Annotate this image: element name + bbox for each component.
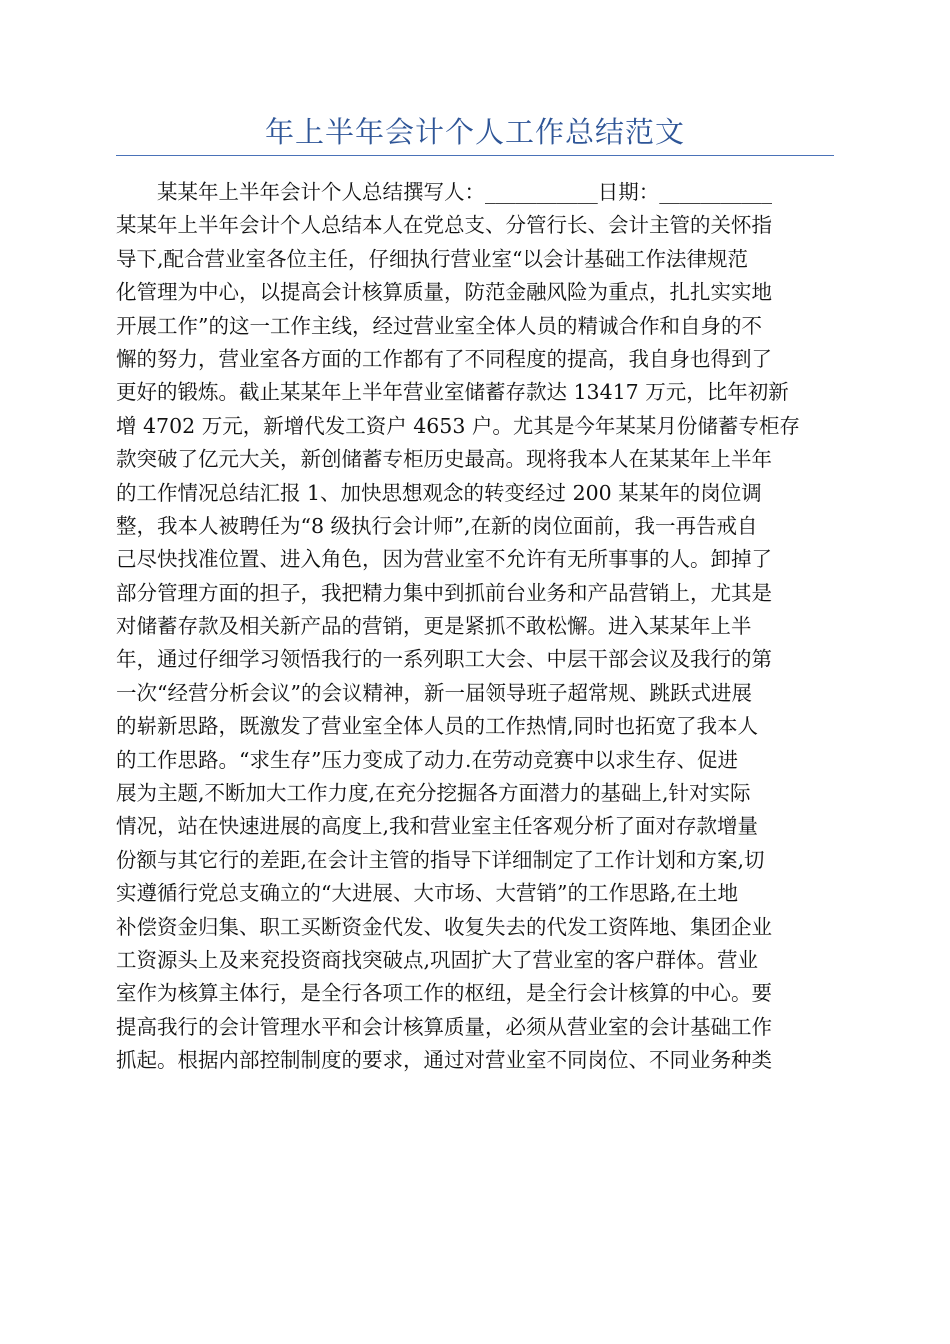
body-line: 提高我行的会计管理水平和会计核算质量，必须从营业室的会计基础工作 xyxy=(116,1014,772,1039)
body-line: 部分管理方面的担子，我把精力集中到抓前台业务和产品营销上，尤其是 xyxy=(116,580,772,605)
body-line: 补偿资金归集、职工买断资金代发、收复失去的代发工资阵地、集团企业 xyxy=(116,914,772,939)
body-line: 实遵循行党总支确立的“大进展、大市场、大营销”的工作思路,在土地 xyxy=(116,881,738,906)
body-line: 的崭新思路，既激发了营业室全体人员的工作热情,同时也拓宽了我本人 xyxy=(116,714,759,739)
body-line: 对储蓄存款及相关新产品的营销，更是紧抓不敢松懈。进入某某年上半 xyxy=(116,614,752,639)
body-line: 展为主题,不断加大工作力度,在充分挖掘各方面潜力的基础上,针对实际 xyxy=(116,781,751,806)
body-line: 己尽快找准位置、进入角色，因为营业室不允许有无所事事的人。卸掉了 xyxy=(116,547,772,572)
body-line: 增 4702 万元，新增代发工资户 4653 户。尤其是今年某某月份储蓄专柜存 xyxy=(116,413,800,438)
document-title: 年上半年会计个人工作总结范文 xyxy=(264,115,685,149)
body-line: 年，通过仔细学习领悟我行的一系列职工大会、中层干部会议及我行的第 xyxy=(116,647,772,672)
body-line: 款突破了亿元大关，新创储蓄专柜历史最高。现将我本人在某某年上半年 xyxy=(116,447,772,472)
title-underline xyxy=(116,155,834,156)
body-line: 工资源头上及来兖投资商找突破点,巩固扩大了营业室的客户群体。营业 xyxy=(116,947,759,972)
body-line: 抓起。根据内部控制制度的要求，通过对营业室不同岗位、不同业务种类 xyxy=(116,1048,772,1073)
body-line: 份额与其它行的差距,在会计主管的指导下详细制定了工作计划和方案,切 xyxy=(116,847,765,872)
body-line: 某某年上半年会计个人总结本人在党总支、分管行长、会计主管的关怀指 xyxy=(116,213,772,238)
body-line: 懈的努力，营业室各方面的工作都有了不同程度的提高，我自身也得到了 xyxy=(116,346,772,371)
body-line: 开展工作”的这一工作主线，经过营业室全体人员的精诚合作和自身的不 xyxy=(116,313,762,338)
body-line: 更好的锻炼。截止某某年上半年营业室储蓄存款达 13417 万元，比年初新 xyxy=(116,380,789,405)
body-line: 化管理为中心，以提高会计核算质量，防范金融风险为重点，扎扎实实地 xyxy=(116,280,772,305)
body-line: 室作为核算主体行，是全行各项工作的枢纽，是全行会计核算的中心。要 xyxy=(116,981,772,1006)
document-body xyxy=(116,176,836,1078)
body-line: 的工作思路。“求生存”压力变成了动力.在劳动竞赛中以求生存、促进 xyxy=(116,747,738,772)
body-line: 导下,配合营业室各位主任，仔细执行营业室“以会计基础工作法律规范 xyxy=(116,246,748,271)
body-line: 一次“经营分析会议”的会议精神，新一届领导班子超常规、跳跃式进展 xyxy=(116,680,752,705)
body-line-author-date: 某某年上半年会计个人总结撰写人：___________日期：___________ xyxy=(157,180,772,204)
body-line: 情况，站在快速进展的高度上,我和营业室主任客观分析了面对存款增量 xyxy=(116,814,759,839)
body-line: 整，我本人被聘任为“8 级执行会计师”,在新的岗位面前，我一再告戒自 xyxy=(116,513,758,538)
body-line: 的工作情况总结汇报 1、加快思想观念的转变经过 200 某某年的岗位调 xyxy=(116,480,762,505)
